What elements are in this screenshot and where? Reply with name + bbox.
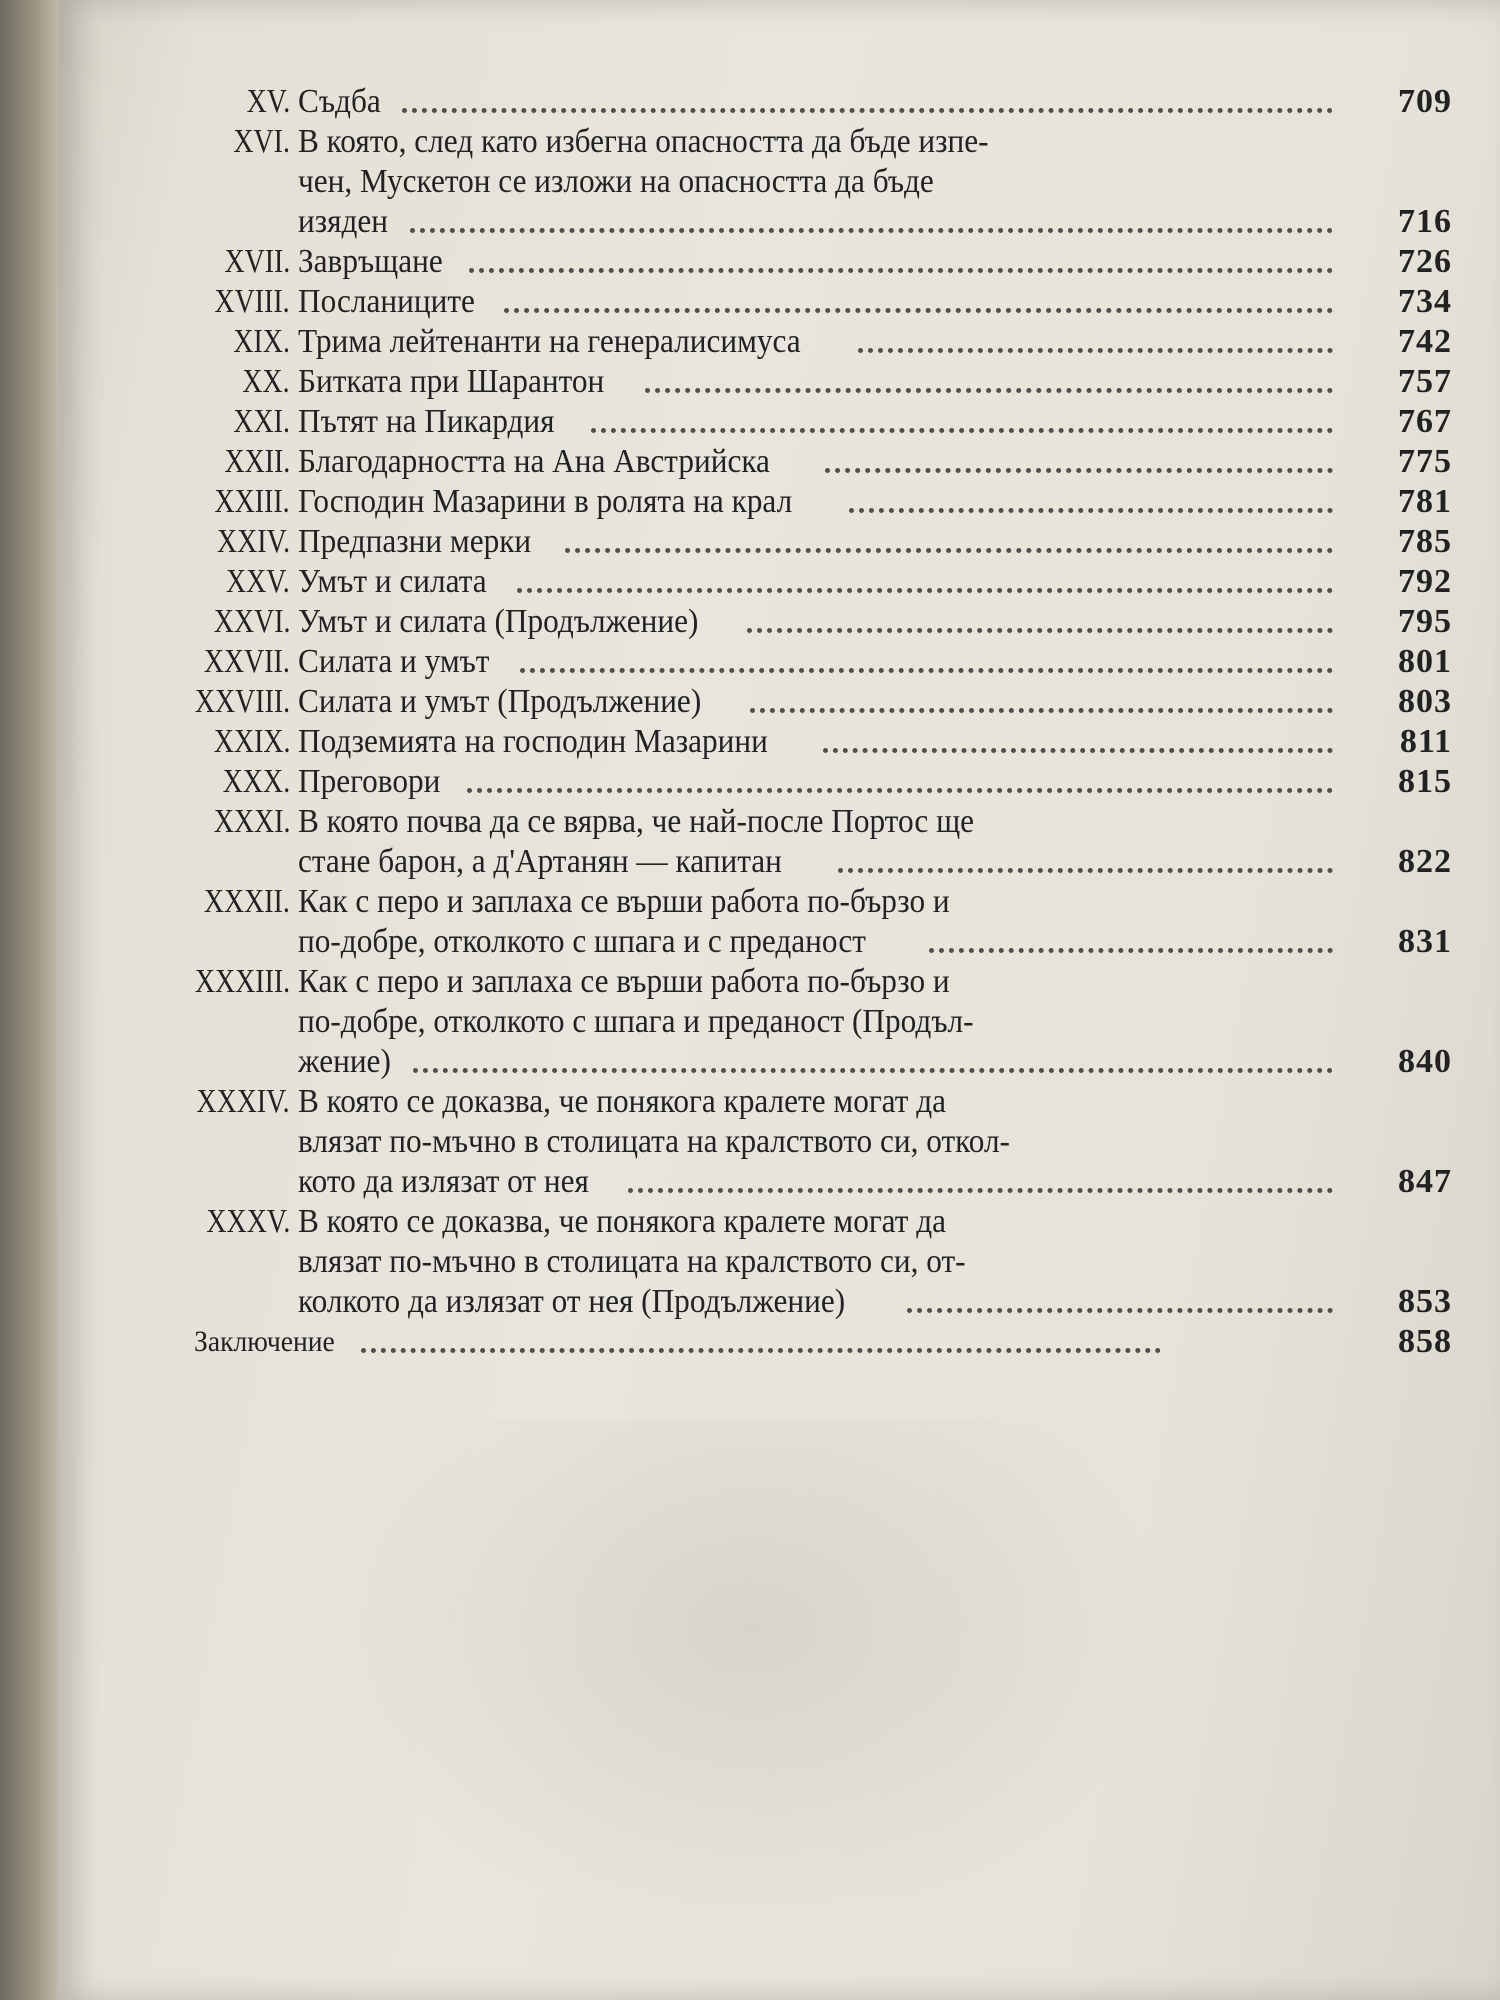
chapter-title-text: Силата и умът bbox=[298, 643, 490, 680]
toc-entry bbox=[58, 642, 1500, 682]
chapter-title-text: изяден bbox=[298, 203, 389, 240]
toc-entry bbox=[58, 282, 1500, 322]
toc-entry bbox=[58, 522, 1500, 562]
page-number: 847 bbox=[1398, 1163, 1452, 1200]
toc-entry bbox=[58, 82, 1500, 122]
chapter-title-line bbox=[298, 202, 1333, 242]
page-number: 858 bbox=[1398, 1323, 1452, 1360]
toc-entry bbox=[58, 322, 1500, 362]
chapter-number: XXXIV. bbox=[196, 1083, 290, 1120]
dot-leader bbox=[413, 1042, 1333, 1073]
chapter-number: XXVIII. bbox=[194, 683, 290, 720]
chapter-number: XVI. bbox=[233, 123, 290, 160]
page-number: 757 bbox=[1398, 363, 1452, 400]
chapter-title-line bbox=[298, 682, 1333, 722]
page-number: 853 bbox=[1398, 1283, 1452, 1320]
chapter-title-text: Умът и силата (Продължение) bbox=[298, 603, 699, 640]
chapter-title-text: В която почва да се вярва, че най-после Портос ще bbox=[298, 803, 975, 840]
toc-entry bbox=[58, 802, 1500, 882]
chapter-title-line bbox=[298, 242, 1333, 282]
chapter-number: XXXII. bbox=[204, 883, 290, 920]
dot-leader bbox=[628, 1162, 1333, 1193]
page-number: 792 bbox=[1398, 563, 1452, 600]
chapter-title-text: В която, след като избегна опасността да бъде изпе- bbox=[298, 123, 989, 160]
toc-entry bbox=[58, 682, 1500, 722]
chapter-number: XIX. bbox=[233, 323, 290, 360]
chapter-title-line bbox=[298, 1042, 1333, 1082]
page-number: 801 bbox=[1398, 643, 1452, 680]
chapter-title-text: В която се доказва, че понякога кралете могат да bbox=[298, 1203, 947, 1240]
dot-leader bbox=[747, 602, 1333, 633]
chapter-title-text: Силата и умът (Продължение) bbox=[298, 683, 702, 720]
toc-entry bbox=[58, 962, 1500, 1082]
page-number: 767 bbox=[1398, 403, 1452, 440]
chapter-title-line bbox=[298, 1002, 1333, 1042]
chapter-title-line bbox=[298, 922, 1333, 962]
chapter-title-text: по-добре, отколкото с шпага и преданост (Продъл- bbox=[298, 1003, 974, 1040]
page-number: 726 bbox=[1398, 243, 1452, 280]
dot-leader bbox=[520, 642, 1333, 673]
dot-leader bbox=[591, 402, 1333, 433]
chapter-title-text: Подземията на господин Мазарини bbox=[298, 723, 768, 760]
dot-leader bbox=[858, 322, 1333, 353]
toc-entry bbox=[58, 402, 1500, 442]
page-number: 795 bbox=[1398, 603, 1452, 640]
page-number: 781 bbox=[1398, 483, 1452, 520]
page-number: 709 bbox=[1398, 83, 1452, 120]
toc-entry bbox=[58, 762, 1500, 802]
chapter-title-line bbox=[298, 282, 1333, 322]
chapter-title-text: Трима лейтенанти на генералисимуса bbox=[298, 323, 801, 360]
chapter-title-line bbox=[298, 762, 1333, 802]
chapter-number: XXXI. bbox=[213, 803, 290, 840]
chapter-title-text: кото да излязат от нея bbox=[298, 1163, 589, 1200]
chapter-number: XXIII. bbox=[214, 483, 290, 520]
chapter-title-line bbox=[298, 882, 1333, 922]
chapter-title-line bbox=[298, 1202, 1333, 1242]
page-number: 840 bbox=[1398, 1043, 1452, 1080]
page-number: 734 bbox=[1398, 283, 1452, 320]
table-of-contents bbox=[58, 82, 1500, 1362]
toc-entry bbox=[58, 882, 1500, 962]
toc-entry bbox=[58, 722, 1500, 762]
chapter-title-line bbox=[298, 1082, 1333, 1122]
page-number: 775 bbox=[1398, 443, 1452, 480]
page-number: 785 bbox=[1398, 523, 1452, 560]
dot-leader bbox=[504, 282, 1333, 313]
chapter-title-line bbox=[298, 362, 1333, 402]
chapter-title-text: Завръщане bbox=[298, 243, 443, 280]
chapter-number: XVIII. bbox=[214, 283, 290, 320]
chapter-title-text: Предпазни мерки bbox=[298, 523, 532, 560]
chapter-title-text: В която се доказва, че понякога кралете могат да bbox=[298, 1083, 947, 1120]
chapter-title-line bbox=[298, 402, 1333, 442]
page-number: 815 bbox=[1398, 763, 1452, 800]
chapter-title-text: Битката при Шарантон bbox=[298, 363, 605, 400]
page-number: 803 bbox=[1398, 683, 1452, 720]
chapter-title-line bbox=[298, 1282, 1333, 1322]
chapter-title-line bbox=[298, 1122, 1333, 1162]
chapter-number: XXVI. bbox=[213, 603, 290, 640]
chapter-number: XV. bbox=[246, 83, 290, 120]
bleed-through-text bbox=[318, 1420, 1178, 1940]
page-number: 742 bbox=[1398, 323, 1452, 360]
dot-leader bbox=[410, 202, 1333, 233]
dot-leader bbox=[402, 82, 1333, 113]
toc-entry bbox=[58, 242, 1500, 282]
chapter-title-line bbox=[298, 442, 1333, 482]
toc-entry bbox=[58, 122, 1500, 242]
toc-entry bbox=[58, 602, 1500, 642]
chapter-title-text: Съдба bbox=[298, 83, 381, 120]
chapter-title-text: Заключение bbox=[194, 1325, 335, 1358]
chapter-title-text: Как с перо и заплаха се върши работа по-бързо и bbox=[298, 883, 950, 920]
dot-leader bbox=[469, 242, 1333, 273]
chapter-title-line bbox=[298, 1162, 1333, 1202]
chapter-title-line bbox=[298, 842, 1333, 882]
dot-leader bbox=[645, 362, 1333, 393]
dot-leader bbox=[929, 922, 1333, 953]
chapter-title-text: колкото да излязат от нея (Продължение) bbox=[298, 1283, 846, 1320]
dot-leader bbox=[823, 722, 1333, 753]
chapter-title-line bbox=[298, 962, 1333, 1002]
toc-entry bbox=[58, 562, 1500, 602]
chapter-title-line bbox=[126, 1322, 1161, 1362]
dot-leader bbox=[849, 482, 1333, 513]
chapter-title-line bbox=[298, 602, 1333, 642]
chapter-title-text: чен, Мускетон се изложи на опасността да бъде bbox=[298, 163, 934, 200]
chapter-number: XVII. bbox=[224, 243, 290, 280]
chapter-title-text: жение) bbox=[298, 1043, 391, 1080]
chapter-title-line bbox=[298, 562, 1333, 602]
chapter-title-text: стане барон, а д'Артанян — капитан bbox=[298, 843, 782, 880]
page-number: 811 bbox=[1399, 723, 1452, 760]
chapter-title-line bbox=[298, 802, 1333, 842]
page-number: 831 bbox=[1398, 923, 1452, 960]
toc-entry bbox=[58, 482, 1500, 522]
chapter-number: XX. bbox=[242, 363, 290, 400]
chapter-number: XXXIII. bbox=[194, 963, 290, 1000]
dot-leader bbox=[565, 522, 1333, 553]
toc-entry bbox=[58, 1202, 1500, 1322]
page-number: 822 bbox=[1398, 843, 1452, 880]
chapter-title-line bbox=[298, 1242, 1333, 1282]
chapter-number: XXIV. bbox=[216, 523, 290, 560]
chapter-title-text: Пътят на Пикардия bbox=[298, 403, 555, 440]
chapter-title-line bbox=[298, 642, 1333, 682]
chapter-number: XXV. bbox=[226, 563, 290, 600]
chapter-title-text: Как с перо и заплаха се върши работа по-бързо и bbox=[298, 963, 950, 1000]
chapter-title-text: влязат по-мъчно в столицата на кралството си, откол- bbox=[298, 1123, 1010, 1160]
chapter-title-text: Посланиците bbox=[298, 283, 475, 320]
chapter-number: XXXV. bbox=[206, 1203, 290, 1240]
chapter-number: XXII. bbox=[224, 443, 290, 480]
chapter-number: XXI. bbox=[233, 403, 290, 440]
dot-leader bbox=[750, 682, 1333, 713]
chapter-title-text: по-добре, отколкото с шпага и с преданост bbox=[298, 923, 866, 960]
dot-leader bbox=[467, 762, 1333, 793]
chapter-number: XXIX. bbox=[213, 723, 290, 760]
chapter-number: XXX. bbox=[222, 763, 290, 800]
toc-entry-conclusion bbox=[58, 1322, 1500, 1362]
toc-entry bbox=[58, 1082, 1500, 1202]
toc-entry bbox=[58, 362, 1500, 402]
chapter-number: XXVII. bbox=[204, 643, 290, 680]
dot-leader bbox=[361, 1322, 1161, 1353]
chapter-title-text: Преговори bbox=[298, 763, 441, 800]
chapter-title-text: Господин Мазарини в ролята на крал bbox=[298, 483, 793, 520]
chapter-title-line bbox=[298, 122, 1333, 162]
chapter-title-line bbox=[298, 482, 1333, 522]
chapter-title-text: Благодарността на Ана Австрийска bbox=[298, 443, 770, 480]
page-number: 716 bbox=[1398, 203, 1452, 240]
book-page bbox=[58, 0, 1500, 2000]
dot-leader bbox=[825, 442, 1333, 473]
chapter-title-line bbox=[298, 162, 1333, 202]
dot-leader bbox=[838, 842, 1333, 873]
chapter-title-text: влязат по-мъчно в столицата на кралството си, от- bbox=[298, 1243, 966, 1280]
chapter-title-text: Умът и силата bbox=[298, 563, 487, 600]
chapter-title-line bbox=[298, 82, 1333, 122]
chapter-title-line bbox=[298, 522, 1333, 562]
chapter-title-line bbox=[298, 322, 1333, 362]
toc-entry bbox=[58, 442, 1500, 482]
dot-leader bbox=[907, 1282, 1333, 1313]
chapter-title-line bbox=[298, 722, 1333, 762]
dot-leader bbox=[517, 562, 1333, 593]
